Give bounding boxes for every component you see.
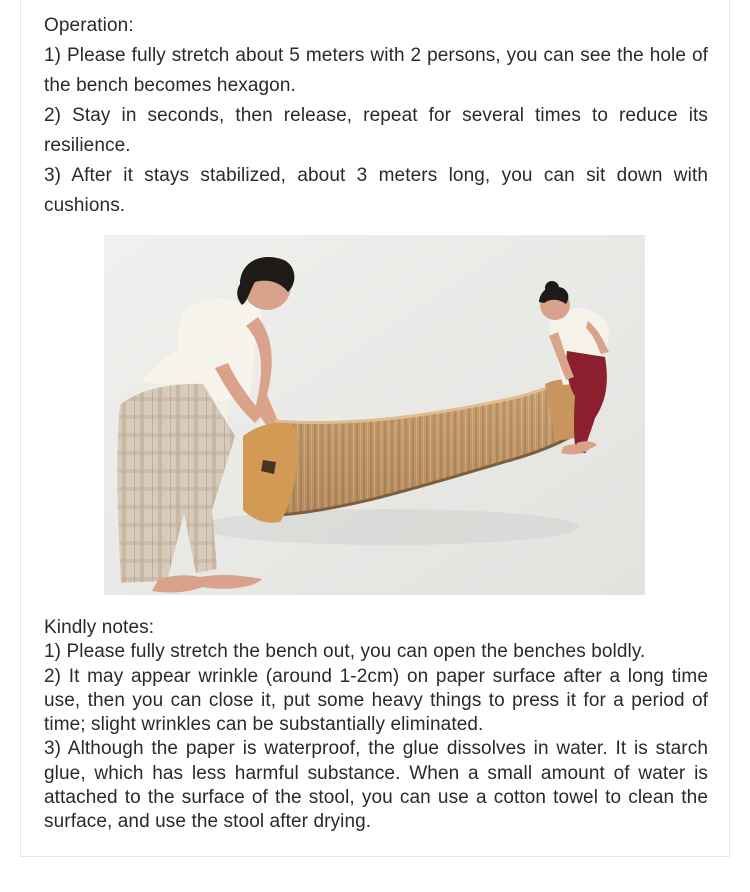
operation-step-1: 1) Please fully stretch about 5 meters with 2 persons, you can see the hole of the bench becomes hexagon. [44, 45, 708, 96]
notes-heading: Kindly notes: [44, 617, 155, 638]
note-item-1: 1) Please fully stretch the bench out, you can open the benches boldly. [44, 641, 646, 663]
note-item-2: 2) It may appear wrinkle (around 1-2cm) on paper surface after a long time use, then you can close it, put some heavy things to press it for a period of time; slight wrinkles can be substantially eliminated. [44, 665, 708, 736]
operation-heading: Operation: [44, 15, 134, 36]
note-item-3: 3) Although the paper is waterproof, the glue dissolves in water. It is starch glue, which has less harmful substance. When a small amount of water is attached to the surface of the stool, you can use a cotton towel to clean the surface, and use the stool after drying. [44, 738, 708, 833]
product-photo [104, 235, 645, 595]
paper-bench-illustration [104, 235, 645, 595]
operation-step-2: 2) Stay in seconds, then release, repeat for several times to reduce its resilience. [44, 105, 708, 156]
kindly-notes-section [44, 616, 708, 835]
operation-step-3: 3) After it stays stabilized, about 3 meters long, you can sit down with cushions. [44, 165, 708, 216]
operation-section [44, 11, 708, 221]
